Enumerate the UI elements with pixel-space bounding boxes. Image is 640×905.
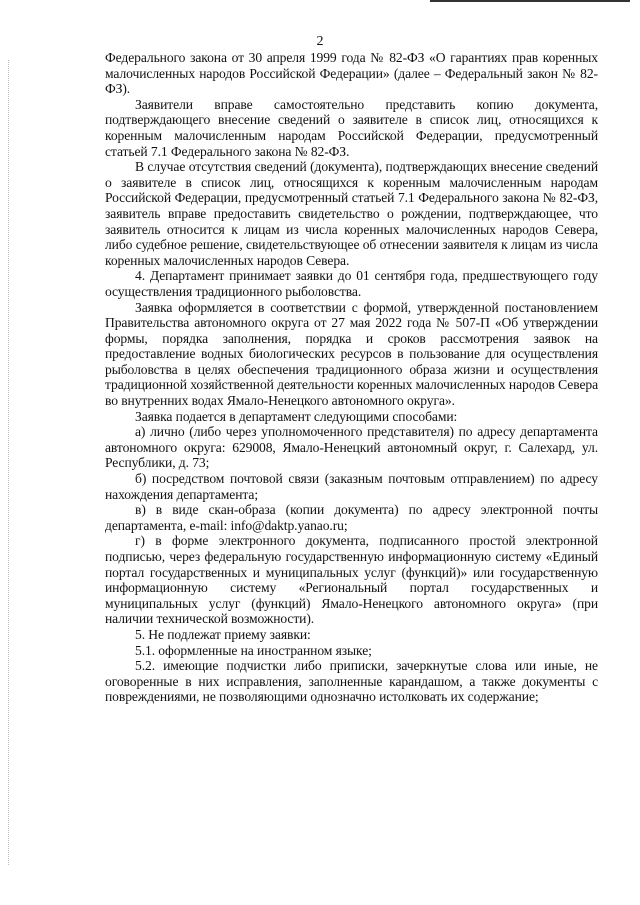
paragraph-item-5: 5. Не подлежат приему заявки: bbox=[135, 626, 311, 642]
paragraph-submission-methods: Заявка подается в департамент следующими способами: bbox=[135, 408, 458, 424]
document-body bbox=[105, 50, 598, 705]
left-margin-artifact bbox=[8, 60, 9, 865]
paragraph-law-reference: Федерального закона от 30 апреля 1999 года № 82-ФЗ «О гарантиях прав коренных малочисленных народов Российской Федерации» (далее – Федеральный закон № 82-ФЗ). bbox=[105, 50, 598, 97]
top-edge-rule bbox=[430, 0, 630, 2]
paragraph-item-5-2: 5.2. имеющие подчистки либо приписки, зачеркнутые слова или иные, не оговоренные в них исправления, заполненные карандашом, а также документы с повреждениями, не позволяющими однозначно истолковать их содержание; bbox=[105, 658, 598, 705]
paragraph-method-b: б) посредством почтовой связи (заказным почтовым отправлением) по адресу нахождения департамента; bbox=[105, 471, 598, 502]
paragraph-method-a: а) лично (либо через уполномоченного представителя) по адресу департамента автономного округа: 629008, Ямало-Ненецкий автономный округ, г. Салехард, ул. Республики, д. 73; bbox=[105, 424, 598, 471]
paragraph-method-d: г) в форме электронного документа, подписанного простой электронной подписью, через федеральную государственную информационную систему «Единый портал государственных и муниципальных услуг (функций)» или государственную информационную систему «Региональный портал государственных и муниципальных услуг (функций) Ямало-Ненецкого автономного округа» (при наличии технической возможности). bbox=[105, 533, 598, 627]
page-number: 2 bbox=[316, 34, 324, 49]
paragraph-application-form: Заявка оформляется в соответствии с формой, утвержденной постановлением Правительства автономного округа от 27 мая 2022 года № 507-П «Об утверждении формы, порядка заполнения, порядка и сроков рассмотрения заявок на предоставление водных биологических ресурсов в пользование для осуществления рыболовства в целях обеспечения традиционного образа жизни и осуществления традиционной хозяйственной деятельности коренных малочисленных народов Севера во внутренних водах Ямало-Ненецкого автономного округа». bbox=[105, 299, 599, 409]
paragraph-absence-of-info: В случае отсутствия сведений (документа), подтверждающих внесение сведений о заявителе в список лиц, относящихся к коренным малочисленным народам Российской Федерации, предусмотренный статьей 7.1 Федерального закона № 82-ФЗ, заявитель вправе предоставить свидетельство о рождении, подтверждающее, что заявитель относится к лицам из числа коренных малочисленных народов Севера, либо судебное решение, свидетельствующее об отнесении заявителя к лицам из числа коренных малочисленных народов Севера. bbox=[105, 159, 598, 268]
paragraph-applicants-right: Заявители вправе самостоятельно представить копию документа, подтверждающего внесение сведений о заявителе в список лиц, относящихся к коренным малочисленным народам Российской Федерации, предусмотренный статьей 7.1 Федерального закона № 82-ФЗ. bbox=[105, 96, 598, 159]
paragraph-item-4: 4. Департамент принимает заявки до 01 сентября года, предшествующего году осуществления традиционного рыболовства. bbox=[105, 268, 598, 299]
paragraph-method-c: в) в виде скан-образа (копии документа) по адресу электронной почты департамента, e-mail: info@daktp.yanao.ru; bbox=[105, 502, 598, 533]
paragraph-item-5-1: 5.1. оформленные на иностранном языке; bbox=[135, 642, 372, 658]
